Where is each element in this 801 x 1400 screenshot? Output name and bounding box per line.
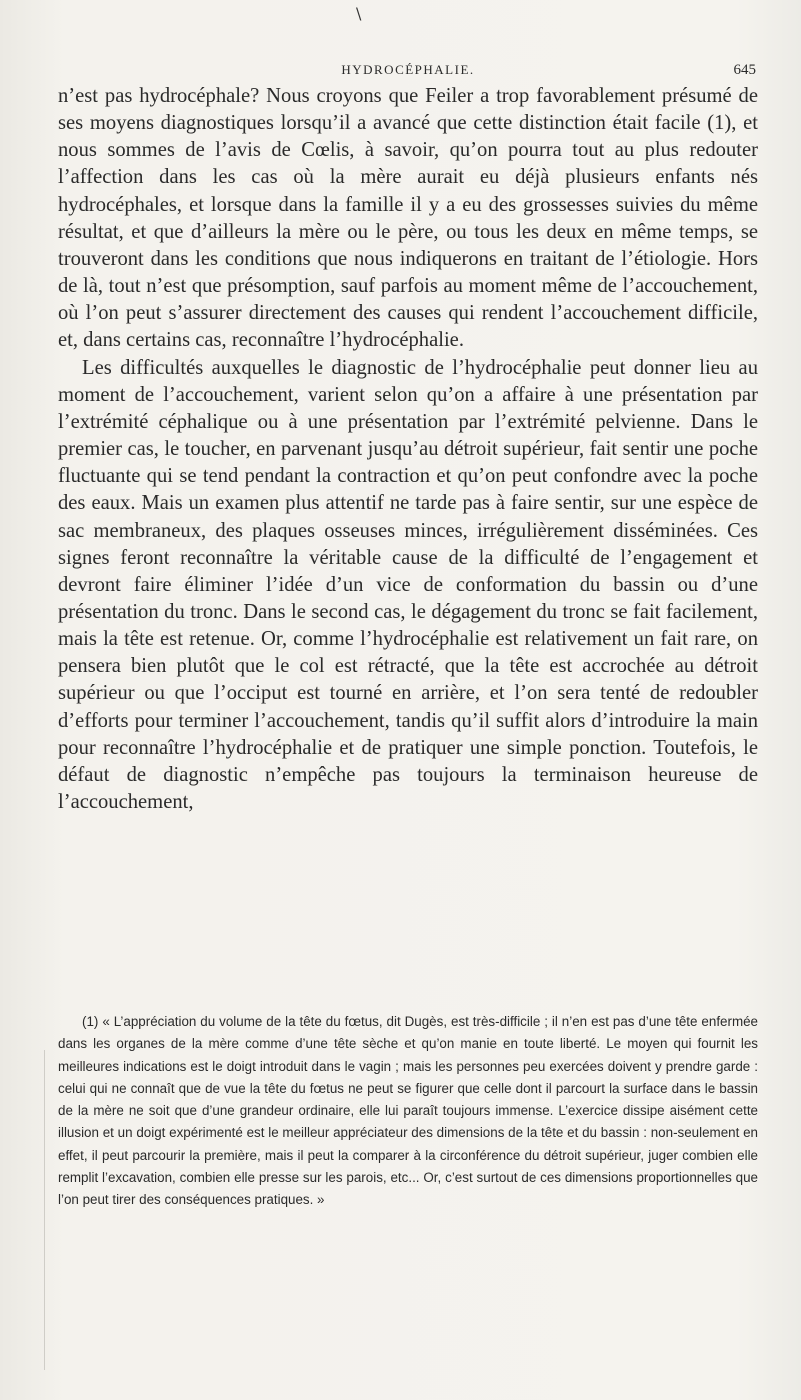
scan-edge-line <box>44 1050 45 1370</box>
stray-mark: \ <box>356 4 362 23</box>
paragraph: Les difficultés auxquelles le diagnostic de l’hydrocéphalie peut donner lieu au moment de l’accouchement, varient selon qu’on a affaire à une présentation par l’extrémité céphalique ou à une présentation par l’extrémité pelvienne. Dans le premier cas, le toucher, en parvenant jusqu’au détroit supérieur, fait sentir une poche fluctuante qui se tend pendant la contraction et qu’on peut confondre avec la poche des eaux. Mais un examen plus attentif ne tarde pas à faire sentir, sur une espèce de sac membraneux, des plaques osseuses minces, irrégulièrement disséminées. Ces signes feront reconnaître la véritable cause de la difficulté de l’engagement et devront faire éliminer l’idée d’un vice de conformation du bassin ou d’une présentation du tronc. Dans le second cas, le dégagement du tronc se fait facilement, mais la tête est retenue. Or, comme l’hydrocéphalie est relativement un fait rare, on pensera bien plutôt que le col est rétracté, que la tête est accrochée au détroit supérieur ou que l’occiput est tourné en arrière, et l’on sera tenté de redoubler d’efforts pour terminer l’accouchement, tandis qu’il suffit alors d’introduire la main pour reconnaître l’hydrocéphalie et de pratiquer une simple ponction. Toutefois, le défaut de diagnostic n’empêche pas toujours la terminaison heureuse de l’accouchement, <box>58 356 758 814</box>
footnote: (1) « L’appréciation du volume de la tête du fœtus, dit Dugès, est très-difficile ; il n’en est pas d’une tête enfermée dans les organes de la mère comme d’une tête sèche et qu’on manie en toute liberté. Le moyen qui fournit les meilleures indications est le doigt introduit dans le vagin ; mais les personnes peu exercées doivent y prendre garde : celui qui ne connaît que de vue la tête du fœtus ne peut se figurer que celle dont il parcourt la surface dans le bassin de la mère ne soit que d’une grandeur ordinaire, elle lui paraît toujours immense. L’exercice dissipe aisément cette illusion et un doigt expérimenté est le meilleur appréciateur des dimensions de la tête et du bassin : non-seulement en effet, il peut parcourir la première, mais il peut la comparer à la circonférence du détroit supérieur, juger combien elle remplit l’excavation, combien elle presse sur les parois, etc... Or, c’est surtout de ces dimensions proportionnelles que l’on peut tirer des conséquences pratiques. » <box>58 1014 758 1208</box>
main-text <box>58 83 758 816</box>
running-title: HYDROCÉPHALIE. <box>341 62 475 77</box>
paragraph: n’est pas hydrocéphale? Nous croyons que Feiler a trop favorablement présumé de ses moyens diagnostiques lorsqu’il a avancé que cette distinction était facile (1), et nous sommes de l’avis de Cœlis, à savoir, qu’on pourra tout au plus redouter l’affection dans les cas où la mère aurait eu déjà plusieurs enfants nés hydrocéphales, et lorsque dans la famille il y a eu des grossesses suivies du même résultat, et que d’ailleurs la mère ou le père, ou tous les deux en même temps, se trouveront dans les conditions que nous indiquerons en traitant de l’étiologie. Hors de là, tout n’est que présomption, sauf parfois au moment même de l’accouchement, où l’on peut s’assurer directement des causes qui rendent l’accouchement difficile, et, dans certains cas, reconnaître l’hydrocéphalie. <box>58 85 758 352</box>
page-number: 645 <box>733 62 756 78</box>
